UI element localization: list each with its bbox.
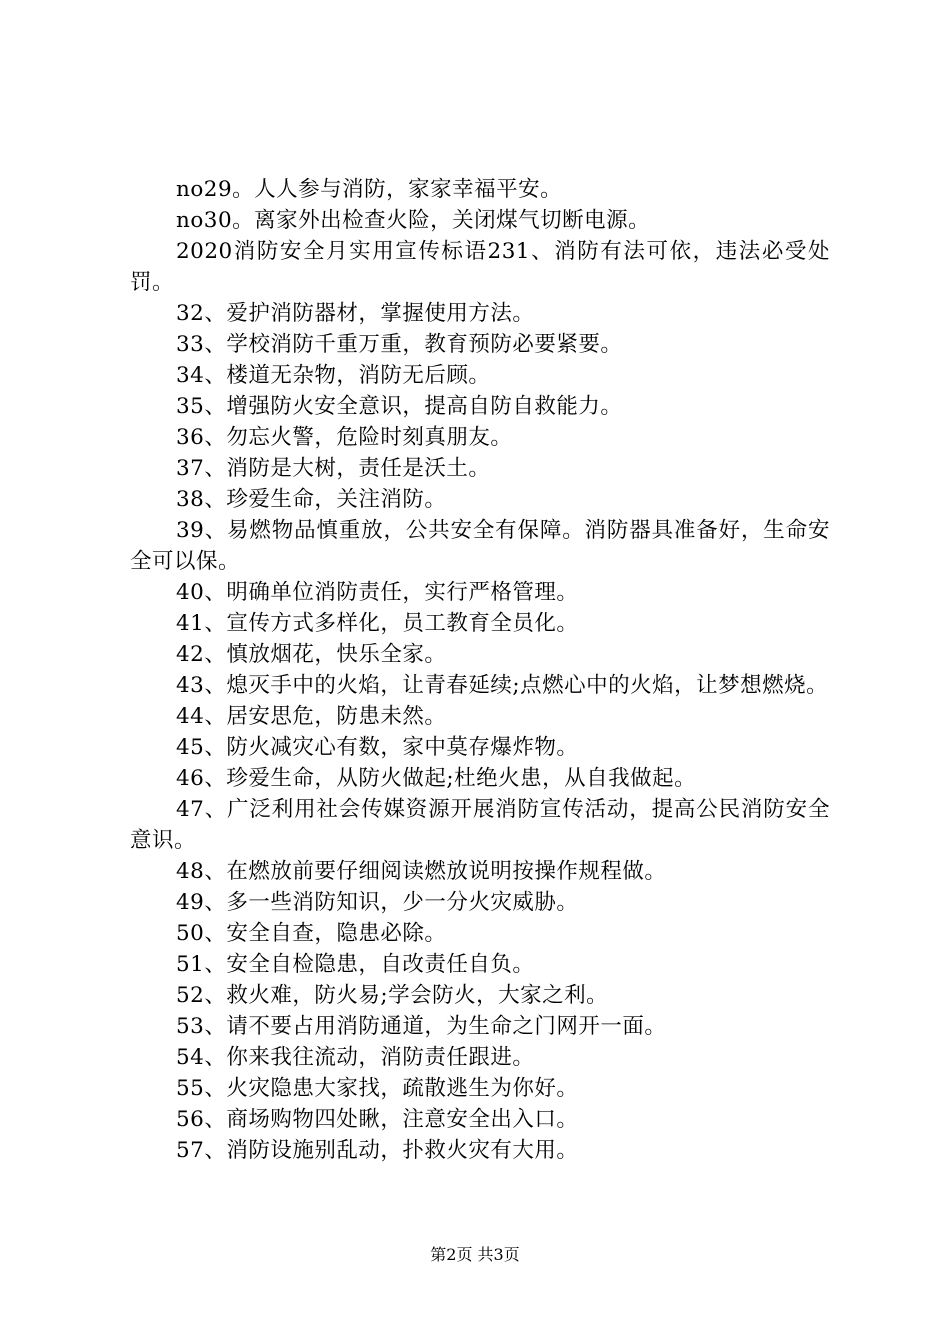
paragraph: 35、增强防火安全意识，提高自防自救能力。 [176,394,623,419]
paragraph: 38、珍爱生命，关注消防。 [176,487,447,512]
paragraph: 46、珍爱生命，从防火做起;杜绝火患，从自我做起。 [176,766,697,791]
paragraph: 48、在燃放前要仔细阅读燃放说明按操作规程做。 [176,859,667,884]
paragraph: 36、勿忘火警，危险时刻真朋友。 [176,425,513,450]
paragraph: 53、请不要占用消防通道，为生命之门网开一面。 [176,1014,667,1039]
paragraph: 43、熄灭手中的火焰，让青春延续;点燃心中的火焰，让梦想燃烧。 [176,673,829,698]
paragraph: 56、商场购物四处瞅，注意安全出入口。 [176,1107,579,1132]
paragraph: 34、楼道无杂物，消防无后顾。 [176,363,491,388]
paragraph: 44、居安思危，防患未然。 [176,704,447,729]
paragraph: 52、救火难，防火易;学会防火，大家之利。 [176,983,609,1008]
paragraph: 32、爱护消防器材，掌握使用方法。 [176,301,535,326]
paragraph: 51、安全自检隐患，自改责任自负。 [176,952,535,977]
paragraph: no30。离家外出检查火险，关闭煤气切断电源。 [176,208,651,233]
paragraph: 45、防火减灾心有数，家中莫存爆炸物。 [176,735,579,760]
paragraph: 49、多一些消防知识，少一分火灾威胁。 [176,890,579,915]
paragraph: 37、消防是大树，责任是沃土。 [176,456,491,481]
page-number-label: 第2页 共3页 [430,1245,520,1264]
document-body [130,174,830,1166]
paragraph: 39、易燃物品慎重放，公共安全有保障。消防器具准备好，生命安全可以保。 [130,518,830,574]
paragraph: no29。人人参与消防，家家幸福平安。 [176,177,563,202]
paragraph: 42、慎放烟花，快乐全家。 [176,642,447,667]
paragraph: 50、安全自查，隐患必除。 [176,921,447,946]
paragraph: 41、宣传方式多样化，员工教育全员化。 [176,611,579,636]
paragraph: 54、你来我往流动，消防责任跟进。 [176,1045,535,1070]
paragraph: 47、广泛利用社会传媒资源开展消防宣传活动，提高公民消防安全意识。 [130,797,830,853]
page-footer [0,1245,950,1265]
paragraph: 40、明确单位消防责任，实行严格管理。 [176,580,579,605]
paragraph: 33、学校消防千重万重，教育预防必要紧要。 [176,332,623,357]
paragraph: 2020消防安全月实用宣传标语231、消防有法可依，违法必受处罚。 [130,239,830,295]
paragraph: 55、火灾隐患大家找，疏散逃生为你好。 [176,1076,579,1101]
paragraph: 57、消防设施别乱动，扑救火灾有大用。 [176,1138,579,1163]
